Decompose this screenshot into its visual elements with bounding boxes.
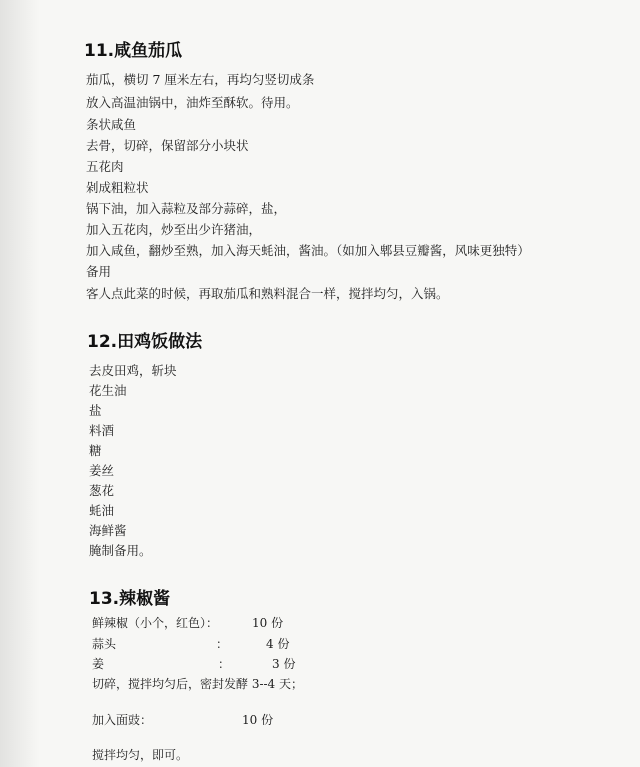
text-line: 去骨，切碎，保留部分小块状 — [86, 138, 249, 153]
text-line: 腌制备用。 — [89, 543, 152, 558]
text-line: 盐 — [89, 403, 102, 418]
text-line: 料酒 — [89, 423, 115, 438]
ingredient-qty: 4 份 — [266, 637, 290, 651]
text-line: 锅下油，加入蒜粒及部分蒜碎，盐， — [86, 201, 287, 216]
text-line: 剁成粗粒状 — [86, 180, 149, 195]
scan-shadow — [0, 0, 40, 767]
text-line: 放入高温油锅中，油炸至酥软。待用。 — [86, 95, 299, 110]
ingredient-qty: 3 份 — [272, 657, 296, 671]
text-line: 加入咸鱼，翻炒至熟，加入海天蚝油，酱油。（如加入郫县豆瓣酱，风味更独特） — [86, 243, 530, 258]
text-line: 姜丝 — [89, 463, 115, 478]
ingredient-qty: 10 份 — [252, 616, 284, 630]
text-line: 条状咸鱼 — [86, 117, 137, 132]
text-line: 客人点此菜的时候，再取茄瓜和熟料混合一样，搅拌均匀，入锅。 — [86, 286, 449, 301]
text-line: 搅拌均匀，即可。 — [92, 748, 189, 762]
text-line: 葱花 — [89, 483, 115, 498]
text-line: 加入五花肉，炒至出少许猪油， — [86, 222, 262, 237]
ingredient-name: 姜 — [92, 657, 105, 671]
ingredient-name: 蒜头 — [92, 637, 117, 651]
ingredient-colon: ： — [216, 637, 229, 651]
text-line: 花生油 — [89, 383, 127, 398]
ingredient-qty: 10 份 — [242, 713, 274, 727]
section-title-11: 11.咸鱼茄瓜 — [84, 41, 183, 61]
text-line: 切碎，搅拌均匀后，密封发酵 3--4 天； — [92, 677, 304, 691]
ingredient-name: 鲜辣椒（小个，红色）： — [92, 616, 219, 630]
text-line: 蚝油 — [89, 503, 115, 518]
ingredient-name: 加入面豉： — [92, 713, 153, 727]
section-title-13: 13.辣椒酱 — [89, 589, 171, 609]
section-title-12: 12.田鸡饭做法 — [87, 332, 203, 352]
text-line: 糖 — [89, 443, 102, 458]
ingredient-colon: ： — [218, 657, 231, 671]
text-line: 茄瓜，横切 7 厘米左右，再均匀竖切成条 — [86, 72, 315, 87]
text-line: 备用 — [86, 264, 112, 279]
text-line: 去皮田鸡，斩块 — [89, 363, 177, 378]
text-line: 海鲜酱 — [89, 523, 127, 538]
text-line: 五花肉 — [86, 159, 124, 174]
